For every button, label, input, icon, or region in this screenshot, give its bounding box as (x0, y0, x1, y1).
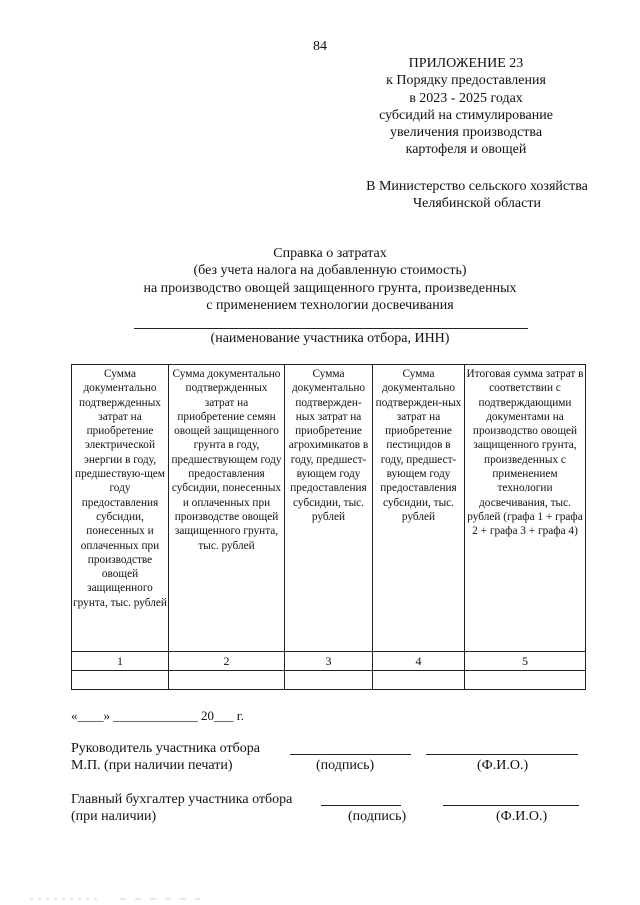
addressee-line: В Министерство сельского хозяйства (366, 179, 588, 194)
accountant-signature-caption: (подпись) (348, 809, 407, 824)
column-header-1: Сумма документально подтвержденных затрат на приобретение электрической энергии в году, предшествую-щем году предоставления субсидии, понесенных и оплаченных при производстве овощей защищенного грунта, тыс. рублей (72, 365, 169, 652)
title-line: на производство овощей защищенного грунта, произведенных (143, 280, 517, 296)
accountant-label: Главный бухгалтер участника отбора (71, 792, 293, 807)
table-cell[interactable] (285, 671, 373, 690)
cost-table (71, 364, 586, 690)
accountant-note: (при наличии) (71, 809, 157, 824)
column-number-row (72, 652, 586, 671)
column-number: 4 (373, 652, 465, 671)
column-number: 3 (285, 652, 373, 671)
head-name-caption: (Ф.И.О.) (477, 758, 529, 773)
participant-name-line (134, 328, 528, 329)
appendix-line: ПРИЛОЖЕНИЕ 23 (408, 56, 524, 71)
head-signature-caption: (подпись) (316, 758, 375, 773)
appendix-line: в 2023 - 2025 годах (409, 90, 523, 106)
head-name-line (426, 754, 578, 755)
column-header-5: Итоговая сумма затрат в соответствии с подтверждающими документами на производство овощей защищенного грунта, произведенных с применением технологии досвечивания, тыс. рублей (графа 1 + графа 2 + графа 3 + графа 4) (465, 365, 586, 652)
table-cell[interactable] (72, 671, 169, 690)
participant-caption: (наименование участника отбора, ИНН) (210, 331, 450, 346)
title-line: (без учета налога на добавленную стоимость) (193, 263, 467, 279)
column-number: 2 (169, 652, 285, 671)
stamp-label: М.П. (при наличии печати) (71, 758, 233, 773)
accountant-name-caption: (Ф.И.О.) (496, 809, 548, 824)
appendix-line: субсидий на стимулирование (379, 107, 553, 123)
table-cell[interactable] (465, 671, 586, 690)
column-header-2: Сумма документально подтвержденных затрат на приобретение семян овощей защищенного грунта в году, предшествующем году предоставления субсидии, понесенных и оплаченных при производстве овощей защищенного грунта, тыс. рублей (169, 365, 285, 652)
appendix-line: увеличения производства (389, 125, 543, 141)
table-cell[interactable] (373, 671, 465, 690)
head-label: Руководитель участника отбора (71, 741, 260, 756)
title-line: с применением технологии досвечивания (206, 297, 454, 313)
accountant-signature-line (321, 805, 401, 806)
addressee-block (338, 178, 616, 213)
appendix-block (348, 55, 584, 159)
addressee-line: Челябинской области (413, 196, 541, 212)
accountant-name-line (443, 805, 579, 806)
column-header-3: Сумма документально подтвержден-ных затрат на приобретение агрохимикатов в году, предшест-вующем году предоставления субсидии, тыс. рублей (285, 365, 373, 652)
head-signature-line (290, 754, 411, 755)
date-line: «____» _____________ 20___ г. (71, 708, 244, 723)
scan-artifact-marks (0, 897, 640, 901)
table-row (72, 671, 586, 690)
title-line: Справка о затратах (273, 246, 387, 261)
column-number: 1 (72, 652, 169, 671)
document-title (60, 245, 600, 314)
table-cell[interactable] (169, 671, 285, 690)
column-header-4: Сумма документально подтвержден-ных затрат на приобретение пестицидов в году, предшест-вующем году предоставления субсидии, тыс. рублей (373, 365, 465, 652)
page-number: 84 (313, 39, 327, 54)
appendix-line: картофеля и овощей (405, 142, 527, 158)
column-number: 5 (465, 652, 586, 671)
appendix-line: к Порядку предоставления (386, 73, 546, 89)
table-header-row (72, 365, 586, 652)
